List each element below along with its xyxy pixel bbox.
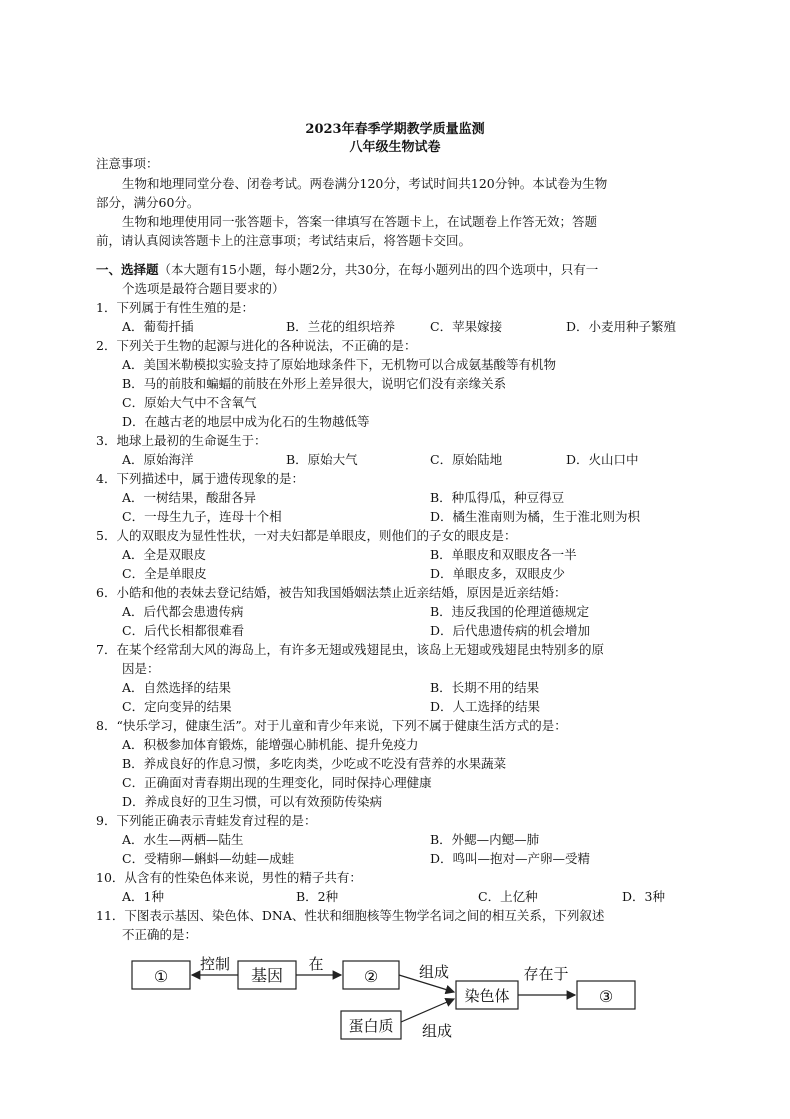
label-compose-1: 组成 (418, 963, 450, 981)
option: A．葡萄扦插 (122, 319, 194, 334)
chromosome-label: 染色体 (464, 987, 510, 1005)
label-in: 在 (308, 955, 324, 973)
option: A．美国米勒模拟实验支持了原始地球条件下，无机物可以合成氨基酸等有机物 (122, 357, 557, 372)
question-7: 7．在某个经常刮大风的海岛上，有许多无翅或残翅昆虫，该岛上无翅或残翅昆虫特别多的原 (96, 642, 604, 657)
option: A．后代都会患遗传病 (122, 604, 244, 619)
option: D．养成良好的卫生习惯，可以有效预防传染病 (122, 794, 383, 809)
question-6: 6．小皓和他的表妹去登记结婚，被告知我国婚姻法禁止近亲结婚，原因是近亲结婚： (96, 585, 567, 600)
section-desc: （本大题有15小题，每小题2分，共30分，在每小题列出的四个选项中，只有一 (158, 262, 599, 277)
option: C．正确面对青春期出现的生理变化，同时保持心理健康 (122, 775, 432, 790)
option: A．1种 (122, 889, 164, 904)
option: A．积极参加体育锻炼，能增强心肺机能、提升免疫力 (122, 737, 419, 752)
exam-title: 2023年春季学期教学质量监测 (305, 122, 485, 137)
option: D．橘生淮南则为橘，生于淮北则为枳 (430, 509, 641, 524)
option: C．一母生九子，连母十个相 (122, 509, 282, 524)
label-control: 控制 (199, 955, 231, 973)
option: B．种瓜得瓜，种豆得豆 (430, 490, 565, 505)
option: A．水生—两栖—陆生 (122, 832, 244, 847)
option: D．单眼皮多，双眼皮少 (430, 566, 566, 581)
option: D．3种 (622, 889, 665, 904)
question-10: 10．从含有的性染色体来说，男性的精子共有： (96, 870, 362, 885)
label-compose-2: 组成 (421, 1022, 453, 1040)
arrow-compose-2 (401, 999, 454, 1022)
option: A．全是双眼皮 (122, 547, 207, 562)
option: B．养成良好的作息习惯，多吃肉类，少吃或不吃没有营养的水果蔬菜 (122, 756, 507, 771)
option: D．火山口中 (566, 452, 639, 467)
question-5: 5．人的双眼皮为显性性状，一对夫妇都是单眼皮，则他们的子女的眼皮是： (96, 528, 517, 543)
question-8: 8．“快乐学习，健康生活”。对于儿童和青少年来说，下列不属于健康生活方式的是： (96, 718, 567, 733)
option: C．原始陆地 (430, 452, 503, 467)
option: D．小麦用种子繁殖 (566, 319, 677, 334)
section-desc-cont: 个选项是最符合题目要求的） (122, 281, 285, 296)
question-9: 9．下列能正确表示青蛙发育过程的是： (96, 813, 317, 828)
option: B．2种 (296, 889, 339, 904)
notice-line: 前，请认真阅读答题卡上的注意事项；考试结束后，将答题卡交回。 (96, 233, 472, 248)
label-exist: 存在于 (523, 965, 569, 983)
option: A．原始海洋 (122, 452, 194, 467)
protein-label: 蛋白质 (348, 1017, 394, 1035)
option: B．违反我国的伦理道德规定 (430, 604, 590, 619)
option: B．外鳃—内鳃—肺 (430, 832, 540, 847)
option: B．马的前肢和蝙蝠的前肢在外形上差异很大，说明它们没有亲缘关系 (122, 376, 507, 391)
exam-subtitle: 八年级生物试卷 (349, 140, 441, 155)
option: C．全是单眼皮 (122, 566, 207, 581)
option: D．在越古老的地层中成为化石的生物越低等 (122, 414, 370, 429)
option: D．人工选择的结果 (430, 699, 541, 714)
box-3-label: ③ (598, 987, 614, 1006)
question-4: 4．下列描述中，属于遗传现象的是： (96, 471, 304, 486)
option: C．原始大气中不含氧气 (122, 395, 257, 410)
question-3: 3．地球上最初的生命诞生于： (96, 433, 267, 448)
option: C．受精卵—蝌蚪—幼蛙—成蛙 (122, 851, 295, 866)
option: A．自然选择的结果 (122, 680, 232, 695)
option: D．后代患遗传病的机会增加 (430, 623, 591, 638)
option: B．原始大气 (286, 452, 358, 467)
option: D．鸣叫—抱对—产卵—受精 (430, 851, 591, 866)
question-11-cont: 不正确的是： (122, 927, 198, 942)
option: B．长期不用的结果 (430, 680, 540, 695)
notice-heading: 注意事项： (96, 156, 159, 171)
option: B．单眼皮和双眼皮各一半 (430, 547, 577, 562)
option: C．上亿种 (478, 889, 538, 904)
question-7-cont: 因是： (122, 661, 160, 676)
option: C．苹果嫁接 (430, 319, 503, 334)
question-11: 11．下图表示基因、染色体、DNA、性状和细胞核等生物学名词之间的相互关系，下列叙述 (96, 908, 605, 923)
notice-line: 生物和地理同堂分卷、闭卷考试。两卷满分120分，考试时间共120分钟。本试卷为生物 (122, 176, 608, 191)
notice-line: 生物和地理使用同一张答题卡，答案一律填写在答题卡上，在试题卷上作答无效；答题 (122, 214, 598, 229)
option: B．兰花的组织培养 (286, 319, 396, 334)
notice-line: 部分，满分60分。 (96, 195, 200, 210)
question-1: 1．下列属于有性生殖的是： (96, 300, 254, 315)
gene-label: 基因 (250, 966, 284, 985)
box-1-label: ① (153, 967, 169, 986)
option: C．后代长相都很难看 (122, 623, 245, 638)
option: A．一树结果，酸甜各异 (122, 490, 257, 505)
section-title: 一、选择题 (96, 262, 159, 277)
question-2: 2．下列关于生物的起源与进化的各种说法，不正确的是： (96, 338, 417, 353)
box-2-label: ② (363, 967, 379, 986)
option: C．定向变异的结果 (122, 699, 232, 714)
